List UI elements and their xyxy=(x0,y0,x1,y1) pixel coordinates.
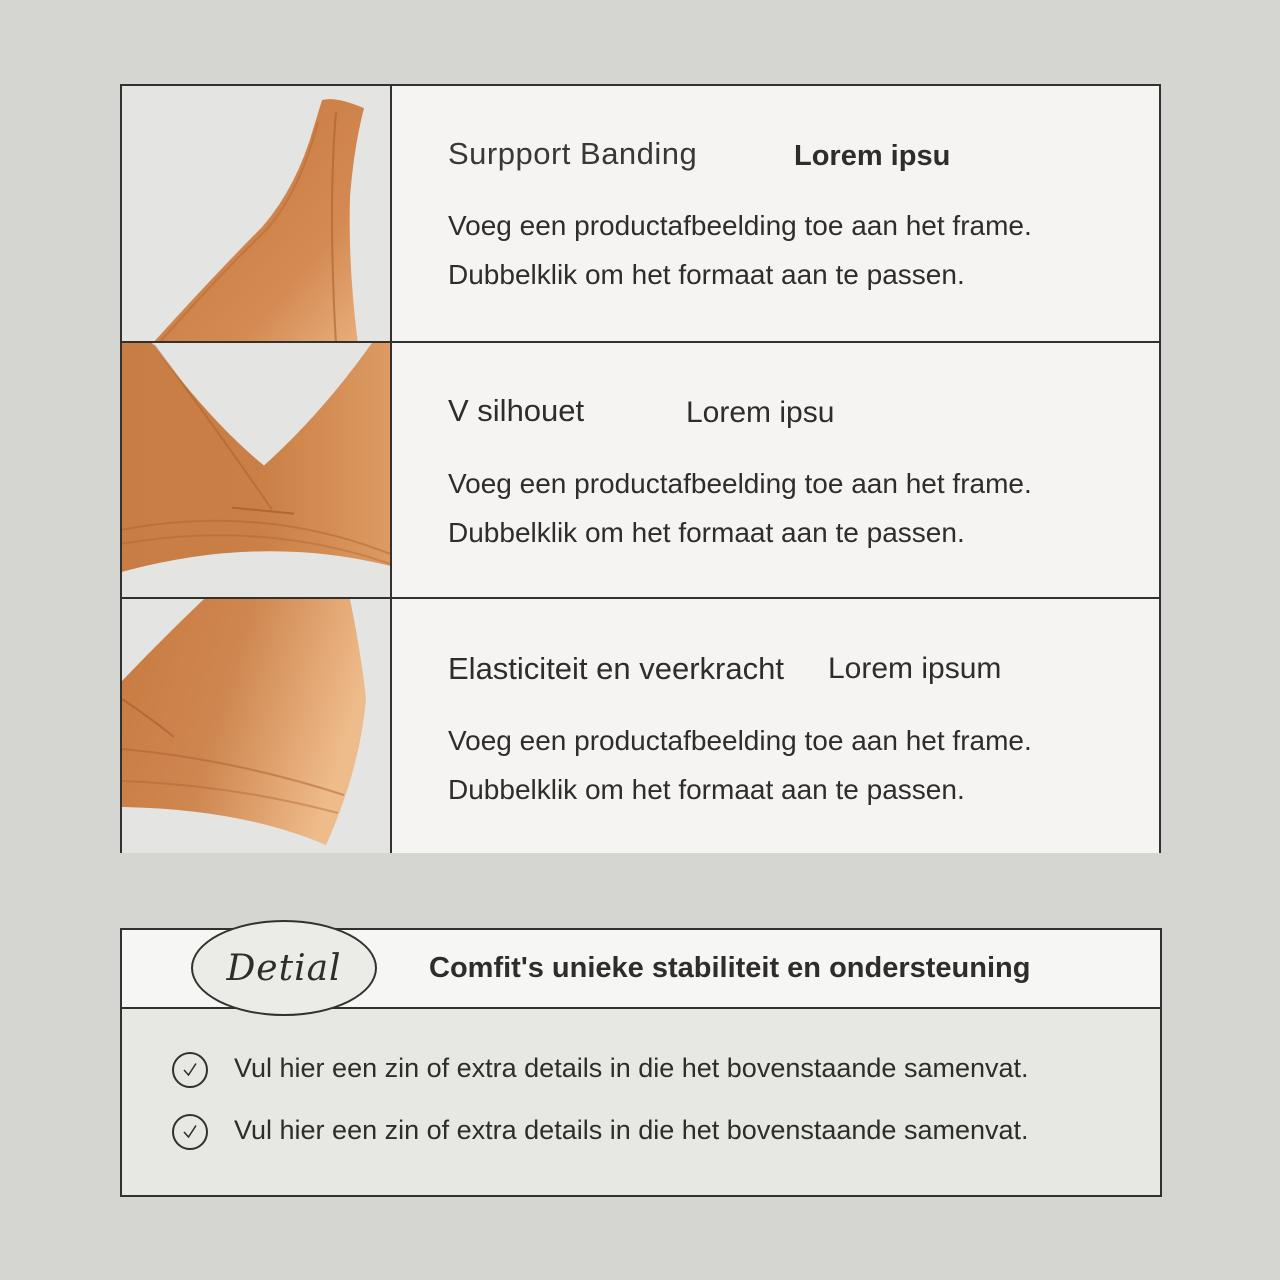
feature-description xyxy=(448,201,1032,299)
feature-row xyxy=(122,341,1159,598)
detail-heading: Comfit's unieke stabiliteit en ondersteuning xyxy=(429,952,1031,984)
feature-description-line: Voeg een productafbeelding toe aan het frame. xyxy=(448,468,1032,499)
detail-item-text: Vul hier een zin of extra details in die het bovenstaande samenvat. xyxy=(234,1115,1029,1145)
feature-text-panel xyxy=(392,343,1159,598)
feature-row xyxy=(122,597,1159,853)
check-circle-icon xyxy=(172,1052,208,1088)
bra-cup-band-image xyxy=(122,599,392,853)
feature-tag: Lorem ipsu xyxy=(686,396,835,429)
feature-title: V silhouet xyxy=(448,393,585,428)
list-item xyxy=(172,1050,1029,1112)
bra-v-neckline-image xyxy=(122,343,392,598)
feature-text-panel xyxy=(392,86,1159,342)
detail-item-text: Vul hier een zin of extra details in die het bovenstaande samenvat. xyxy=(234,1053,1029,1083)
feature-description-line: Dubbelklik om het formaat aan te passen. xyxy=(448,517,965,548)
feature-description-line: Voeg een productafbeelding toe aan het frame. xyxy=(448,210,1032,241)
feature-description xyxy=(448,716,1032,814)
feature-title: Surpport Banding xyxy=(448,136,698,171)
feature-text-panel xyxy=(392,599,1159,853)
bra-strap-closeup-image xyxy=(122,86,392,342)
detail-list xyxy=(172,1050,1029,1174)
feature-description-line: Voeg een productafbeelding toe aan het frame. xyxy=(448,725,1032,756)
feature-table xyxy=(120,84,1161,853)
detail-badge xyxy=(191,920,377,1016)
check-circle-icon xyxy=(172,1114,208,1150)
detail-badge-label: Detial xyxy=(226,947,342,989)
list-item xyxy=(172,1112,1029,1174)
detail-box xyxy=(120,928,1162,1197)
feature-description-line: Dubbelklik om het formaat aan te passen. xyxy=(448,774,965,805)
detail-header xyxy=(122,930,1160,1009)
feature-tag: Lorem ipsum xyxy=(828,652,1002,685)
feature-tag: Lorem ipsu xyxy=(794,140,951,172)
feature-description-line: Dubbelklik om het formaat aan te passen. xyxy=(448,259,965,290)
feature-description xyxy=(448,459,1032,557)
feature-row xyxy=(122,86,1159,342)
feature-title: Elasticiteit en veerkracht xyxy=(448,651,784,686)
